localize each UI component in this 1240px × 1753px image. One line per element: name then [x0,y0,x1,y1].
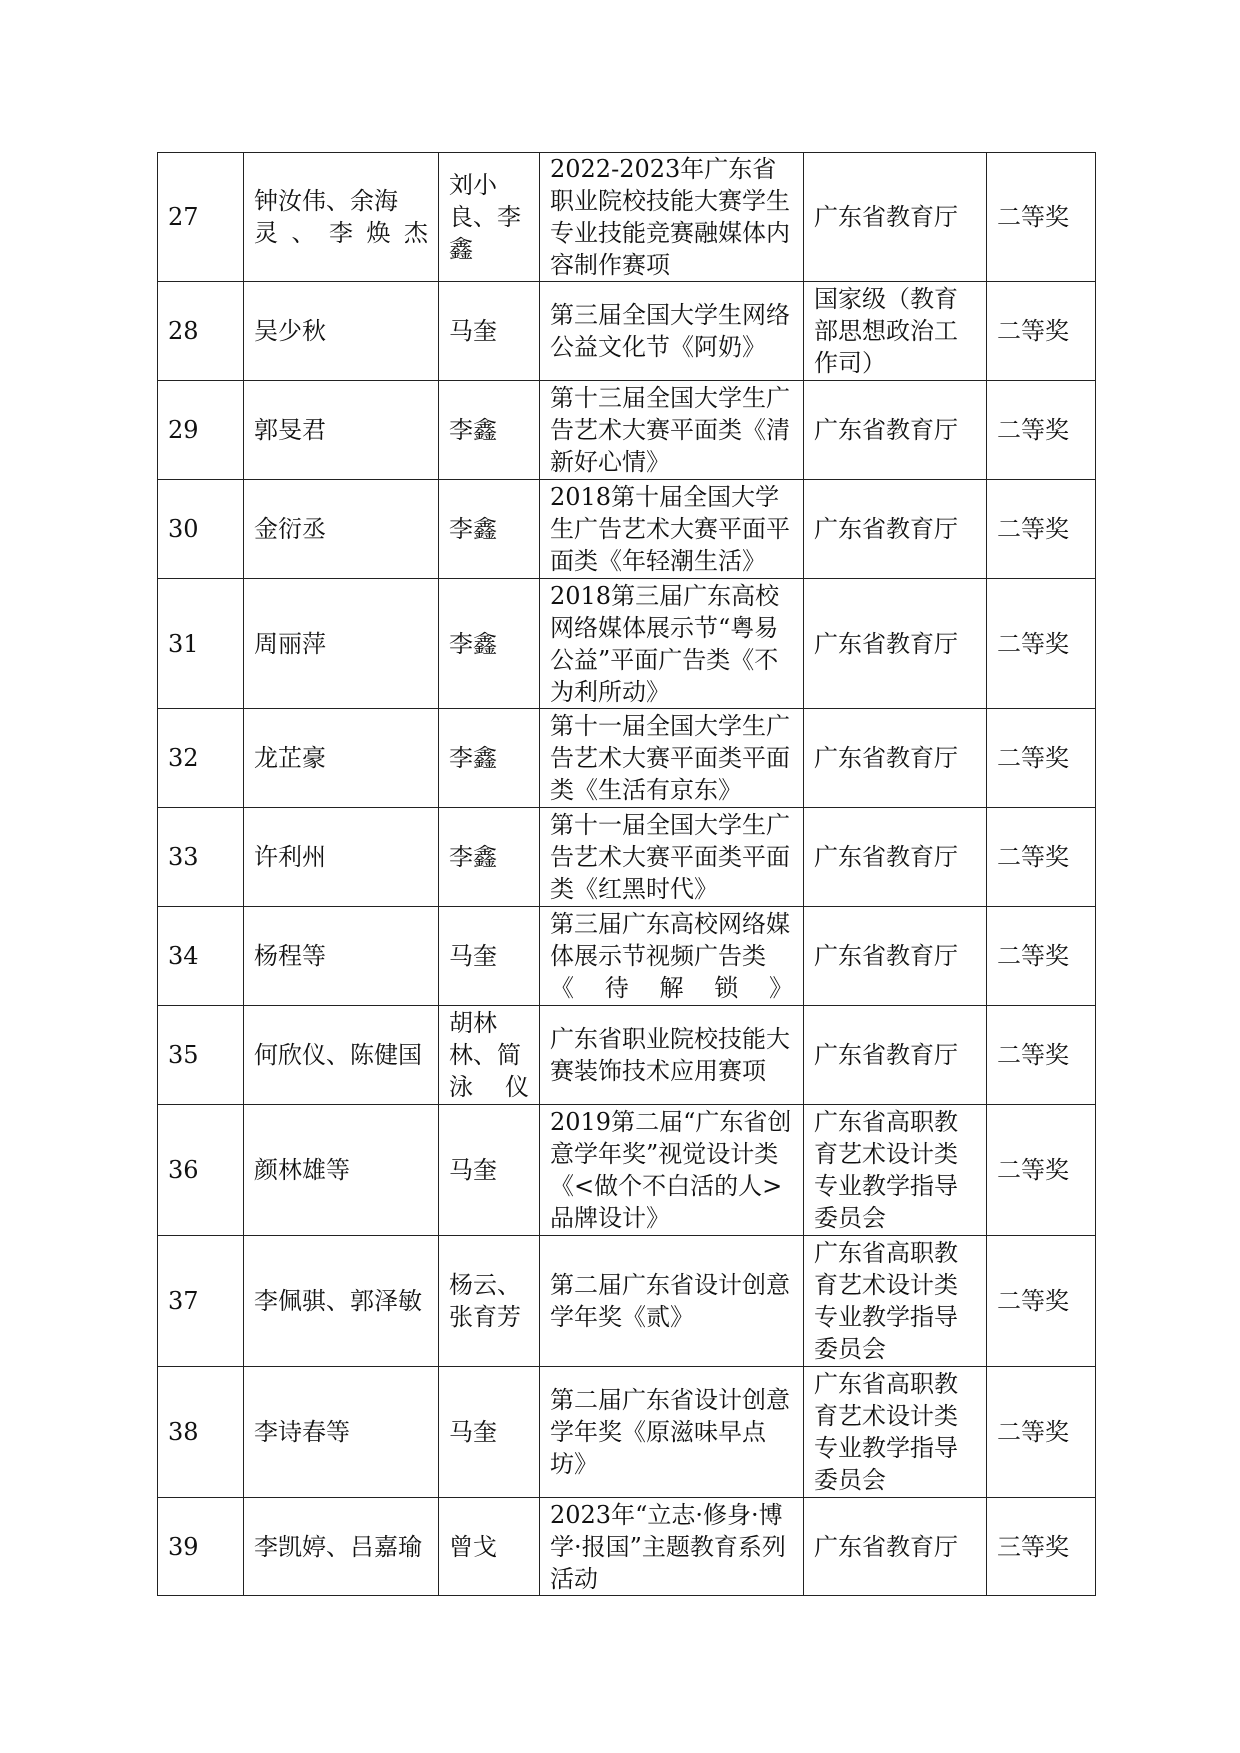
table-row [158,808,1096,907]
teacher-names: 曾戈 [439,1498,540,1596]
row-number: 32 [158,709,244,808]
student-names: 郭旻君 [244,381,439,480]
organizer: 广东省教育厅 [804,1498,987,1596]
row-number: 28 [158,282,244,381]
row-number: 38 [158,1367,244,1498]
organizer: 广东省高职教育艺术设计类专业教学指导委员会 [804,1367,987,1498]
teacher-names: 李鑫 [439,709,540,808]
organizer: 广东省教育厅 [804,579,987,709]
award-level: 二等奖 [987,1367,1096,1498]
student-names: 周丽萍 [244,579,439,709]
organizer: 广东省教育厅 [804,153,987,282]
table-row [158,1006,1096,1105]
student-names: 金衍丞 [244,480,439,579]
row-number: 37 [158,1236,244,1367]
organizer: 广东省教育厅 [804,381,987,480]
row-number: 35 [158,1006,244,1105]
table-row [158,480,1096,579]
award-level: 二等奖 [987,381,1096,480]
competition-name: 第十三届全国大学生广告艺术大赛平面类《清新好心情》 [540,381,804,480]
row-number: 33 [158,808,244,907]
award-level: 二等奖 [987,1236,1096,1367]
organizer: 广东省教育厅 [804,709,987,808]
student-names: 何欣仪、陈健国 [244,1006,439,1105]
student-names: 杨程等 [244,907,439,1006]
row-number: 27 [158,153,244,282]
table-row [158,282,1096,381]
organizer: 广东省教育厅 [804,480,987,579]
row-number: 34 [158,907,244,1006]
teacher-names: 李鑫 [439,808,540,907]
student-names: 吴少秋 [244,282,439,381]
award-level: 二等奖 [987,808,1096,907]
competition-name: 第十一届全国大学生广告艺术大赛平面类平面类《生活有京东》 [540,709,804,808]
organizer: 广东省高职教育艺术设计类专业教学指导委员会 [804,1236,987,1367]
table-row [158,381,1096,480]
competition-name: 2022-2023年广东省职业院校技能大赛学生专业技能竞赛融媒体内容制作赛项 [540,153,804,282]
table-row [158,1367,1096,1498]
organizer: 广东省教育厅 [804,808,987,907]
student-names: 颜林雄等 [244,1105,439,1236]
teacher-names: 马奎 [439,1105,540,1236]
teacher-names: 刘小良、李鑫 [439,153,540,282]
student-names: 钟汝伟、余海灵、李焕杰 [244,153,439,282]
competition-name: 第三届广东高校网络媒体展示节视频广告类《待解锁》 [540,907,804,1006]
competition-name: 2023年“立志·修身·博学·报国”主题教育系列活动 [540,1498,804,1596]
table-row [158,579,1096,709]
award-level: 二等奖 [987,480,1096,579]
table-row [158,1498,1096,1596]
competition-name: 第十一届全国大学生广告艺术大赛平面类平面类《红黑时代》 [540,808,804,907]
table-row [158,1105,1096,1236]
table-row [158,709,1096,808]
award-level: 二等奖 [987,907,1096,1006]
competition-name: 第二届广东省设计创意学年奖《贰》 [540,1236,804,1367]
competition-name: 2018第十届全国大学生广告艺术大赛平面平面类《年轻潮生活》 [540,480,804,579]
teacher-names: 马奎 [439,1367,540,1498]
teacher-names: 李鑫 [439,579,540,709]
row-number: 39 [158,1498,244,1596]
competition-name: 第二届广东省设计创意学年奖《原滋味早点坊》 [540,1367,804,1498]
student-names: 李佩骐、郭泽敏 [244,1236,439,1367]
competition-name: 2018第三届广东高校网络媒体展示节“粤易公益”平面广告类《不为利所动》 [540,579,804,709]
competition-name: 第三届全国大学生网络公益文化节《阿奶》 [540,282,804,381]
award-level: 二等奖 [987,1006,1096,1105]
organizer: 广东省教育厅 [804,907,987,1006]
award-level: 三等奖 [987,1498,1096,1596]
award-level: 二等奖 [987,282,1096,381]
competition-name: 广东省职业院校技能大赛装饰技术应用赛项 [540,1006,804,1105]
award-level: 二等奖 [987,1105,1096,1236]
row-number: 31 [158,579,244,709]
award-level: 二等奖 [987,579,1096,709]
table-row [158,153,1096,282]
teacher-names: 李鑫 [439,480,540,579]
row-number: 29 [158,381,244,480]
teacher-names: 杨云、张育芳 [439,1236,540,1367]
student-names: 许利州 [244,808,439,907]
award-level: 二等奖 [987,709,1096,808]
student-names: 李凯婷、吕嘉瑜 [244,1498,439,1596]
teacher-names: 李鑫 [439,381,540,480]
award-level: 二等奖 [987,153,1096,282]
award-table [157,152,1096,1596]
organizer: 广东省教育厅 [804,1006,987,1105]
teacher-names: 马奎 [439,907,540,1006]
award-table-body [158,153,1096,1596]
teacher-names: 胡林林、简泳仪 [439,1006,540,1105]
table-row [158,907,1096,1006]
teacher-names: 马奎 [439,282,540,381]
row-number: 30 [158,480,244,579]
organizer: 国家级（教育部思想政治工作司） [804,282,987,381]
competition-name: 2019第二届“广东省创意学年奖”视觉设计类《<做个不白活的人>品牌设计》 [540,1105,804,1236]
organizer: 广东省高职教育艺术设计类专业教学指导委员会 [804,1105,987,1236]
student-names: 李诗春等 [244,1367,439,1498]
table-row [158,1236,1096,1367]
student-names: 龙芷豪 [244,709,439,808]
row-number: 36 [158,1105,244,1236]
